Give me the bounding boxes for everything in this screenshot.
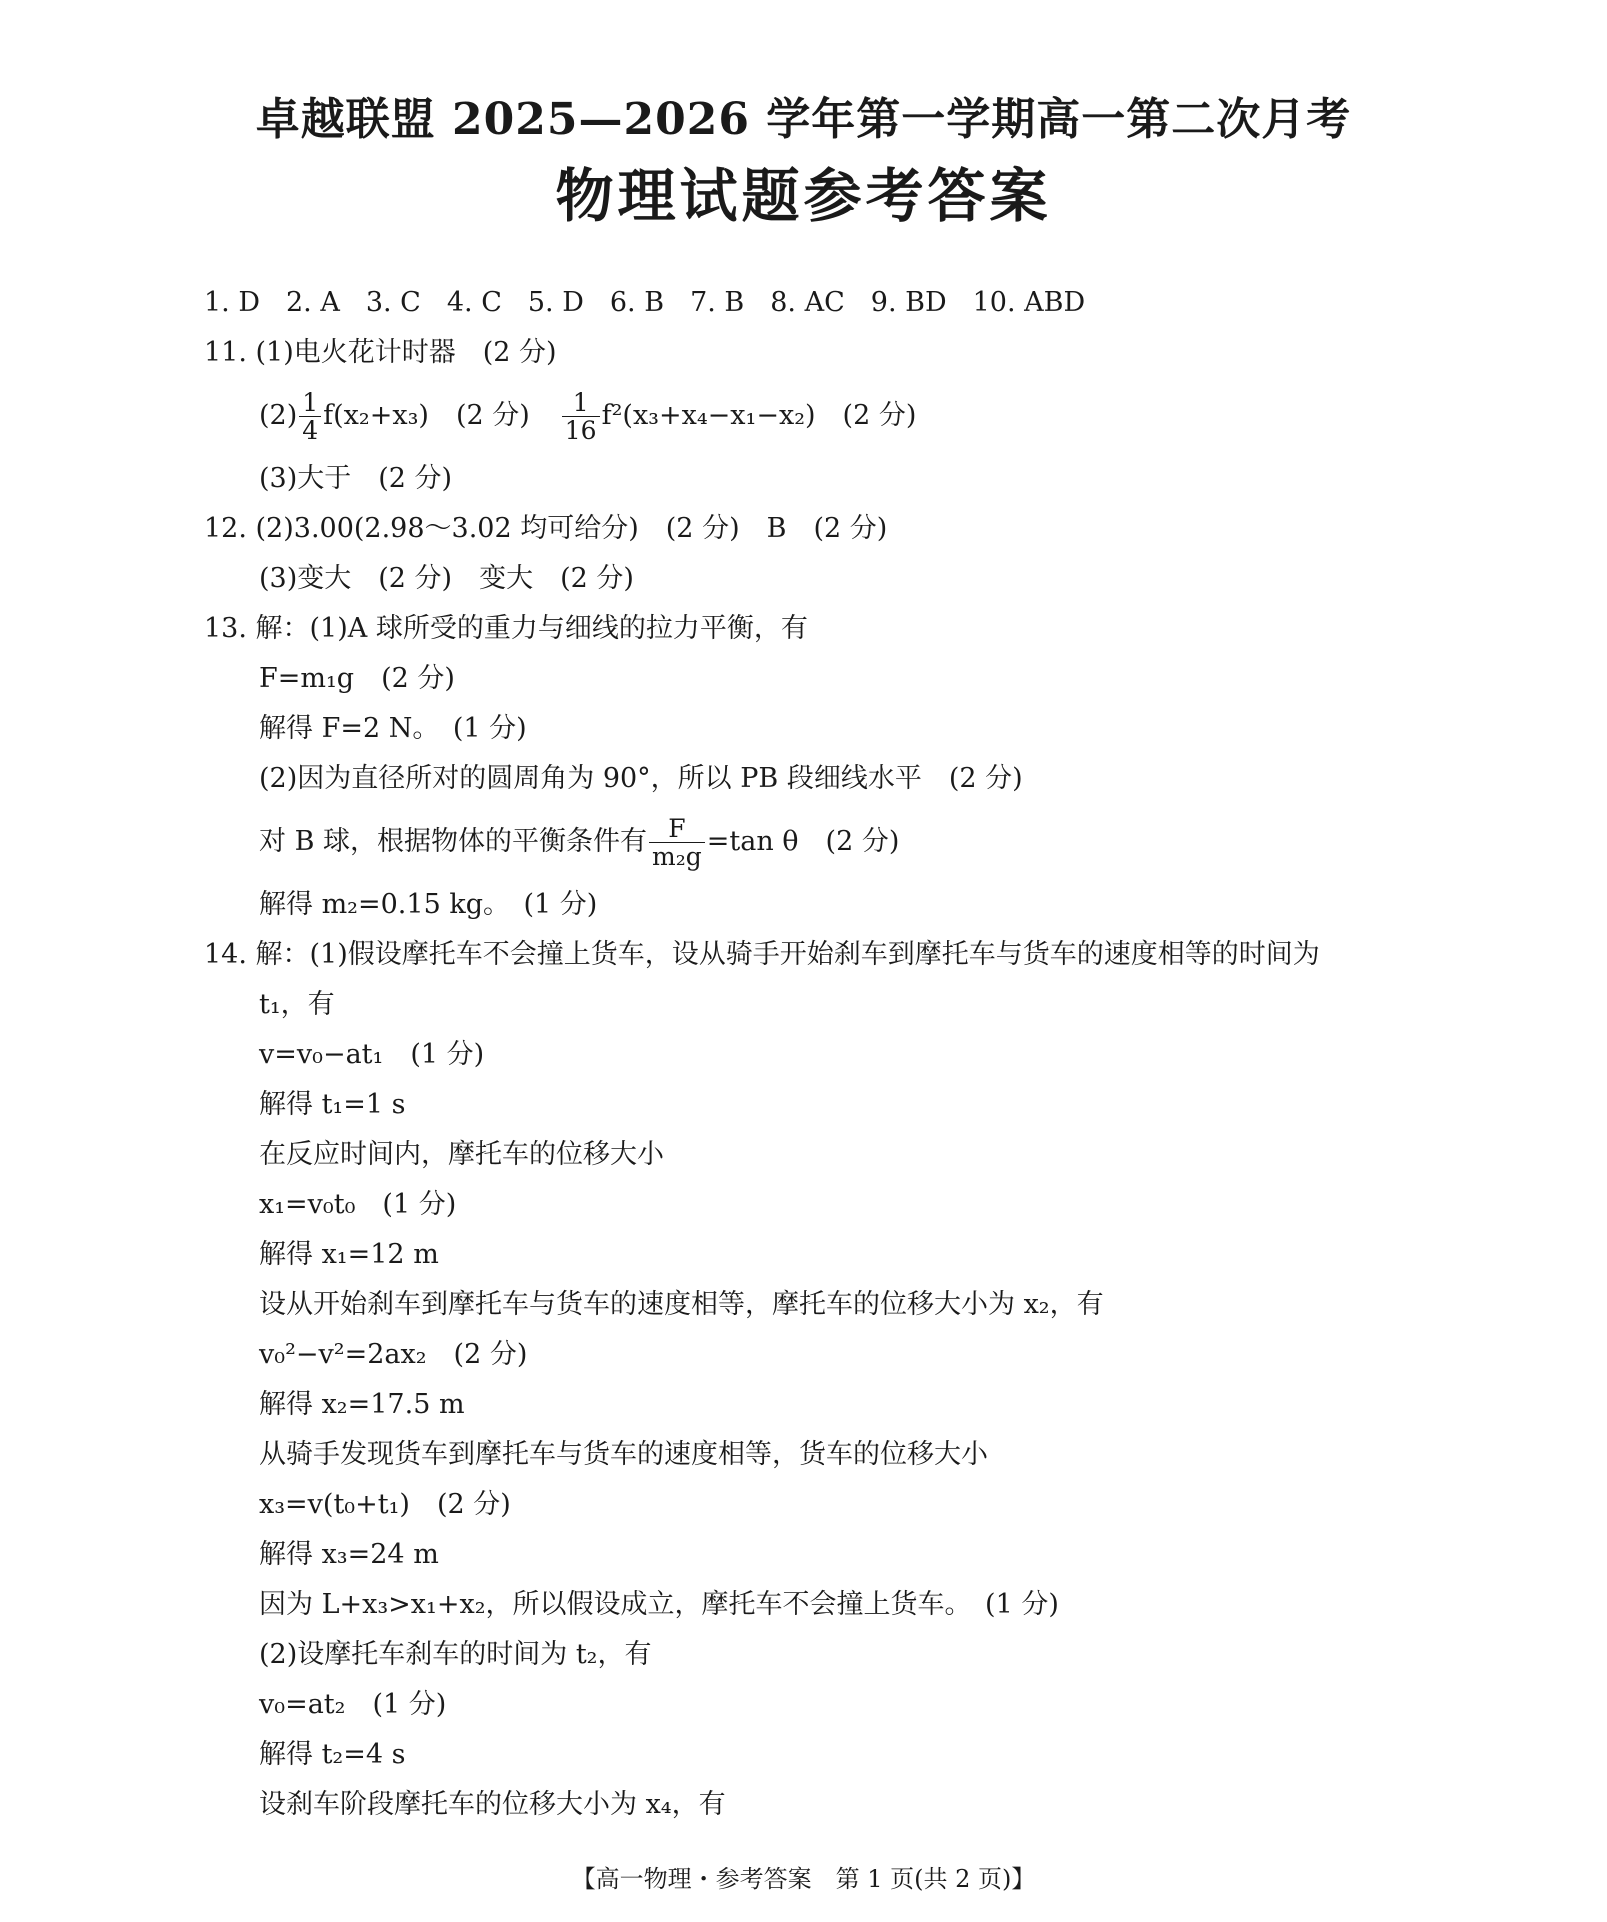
q12-line-2: (3)变大 (2 分) 变大 (2 分) bbox=[259, 563, 634, 594]
q13-line-1: 13. 解：(1)A 球所受的重力与细线的拉力平衡，有 bbox=[204, 613, 808, 644]
mc-answer: 5. D bbox=[527, 287, 584, 318]
multiple-choice-answers bbox=[204, 278, 1412, 328]
fraction-denominator: 4 bbox=[302, 416, 319, 445]
mc-answer: 6. B bbox=[609, 287, 665, 318]
q14-line: x₃=v(t₀+t₁) (2 分) bbox=[259, 1489, 511, 1520]
q14-line: (2)设摩托车刹车的时间为 t₂，有 bbox=[259, 1639, 652, 1670]
mc-answer: 7. B bbox=[690, 287, 745, 318]
mc-answer: 10. ABD bbox=[972, 287, 1086, 318]
q11-formula-acceleration: f²(x₃+x₄−x₁−x₂) (2 分) bbox=[601, 400, 917, 431]
mc-answer: 8. AC bbox=[770, 287, 845, 318]
q14-line: 解得 t₁=1 s bbox=[259, 1089, 406, 1120]
fraction-one-sixteenth bbox=[562, 389, 600, 445]
fraction-denominator: m₂g bbox=[652, 842, 702, 871]
q14-line: 解得 x₂=17.5 m bbox=[259, 1389, 465, 1420]
q12-line-1: 12. (2)3.00(2.98～3.02 均可给分) (2 分) B (2 分) bbox=[204, 513, 888, 544]
fraction-force-ratio bbox=[649, 815, 705, 871]
q13-line-4: (2)因为直径所对的圆周角为 90°，所以 PB 段细线水平 (2 分) bbox=[259, 763, 1023, 794]
mc-answer: 3. C bbox=[365, 287, 421, 318]
q13-line-3: 解得 F=2 N。 (1 分) bbox=[259, 713, 527, 744]
q13-line-2: F=m₁g (2 分) bbox=[259, 663, 455, 694]
q14-line: 设从开始刹车到摩托车与货车的速度相等，摩托车的位移大小为 x₂，有 bbox=[259, 1289, 1104, 1320]
fraction-numerator: 1 bbox=[299, 389, 321, 418]
exam-title: 卓越联盟 2025—2026 学年第一学期高一第二次月考 bbox=[255, 94, 1352, 145]
q13-condition-text: 对 B 球，根据物体的平衡条件有 bbox=[259, 826, 648, 857]
q11-line-3: (3)大于 (2 分) bbox=[259, 463, 453, 494]
q11-formula-speed: f(x₂+x₃) (2 分) bbox=[323, 400, 530, 431]
mc-answer: 2. A bbox=[286, 287, 340, 318]
q14-line: v₀=at₂ (1 分) bbox=[259, 1689, 447, 1720]
q14-line: 设刹车阶段摩托车的位移大小为 x₄，有 bbox=[259, 1789, 726, 1820]
mc-answer: 4. C bbox=[446, 287, 502, 318]
q14-line-1: 14. 解：(1)假设摩托车不会撞上货车，设从骑手开始刹车到摩托车与货车的速度相等的时间为 bbox=[204, 939, 1320, 970]
q14-line: v=v₀−at₁ (1 分) bbox=[259, 1039, 485, 1070]
q14-line: x₁=v₀t₀ (1 分) bbox=[259, 1189, 457, 1220]
q14-line: 因为 L+x₃>x₁+x₂，所以假设成立，摩托车不会撞上货车。 (1 分) bbox=[259, 1589, 1059, 1620]
q14-line: 从骑手发现货车到摩托车与货车的速度相等，货车的位移大小 bbox=[259, 1439, 988, 1470]
fraction-denominator: 16 bbox=[564, 416, 597, 445]
mc-answer: 1. D bbox=[204, 287, 260, 318]
q14-line: v₀²−v²=2ax₂ (2 分) bbox=[259, 1339, 528, 1370]
q11-line-2 bbox=[212, 378, 1412, 454]
fraction-numerator: 1 bbox=[562, 389, 600, 418]
mc-answer: 9. BD bbox=[870, 287, 947, 318]
q14-line: 在反应时间内，摩托车的位移大小 bbox=[259, 1139, 664, 1170]
document-subtitle: 物理试题参考答案 bbox=[555, 162, 1052, 230]
answer-content bbox=[204, 278, 1412, 1830]
fraction-numerator: F bbox=[649, 815, 705, 844]
fraction-one-quarter bbox=[299, 389, 321, 445]
q14-line: 解得 x₃=24 m bbox=[259, 1539, 439, 1570]
page-footer: 【高一物理・参考答案 第 1 页(共 2 页)】 bbox=[571, 1865, 1036, 1893]
q14-line: 解得 x₁=12 m bbox=[259, 1239, 439, 1270]
q14-line: 解得 t₂=4 s bbox=[259, 1739, 406, 1770]
q13-tan-expression: =tan θ (2 分) bbox=[706, 826, 900, 857]
q11-line-1: 11. (1)电火花计时器 (2 分) bbox=[204, 337, 557, 368]
q13-line-5 bbox=[212, 804, 1412, 880]
q11-part-label: (2) bbox=[259, 400, 298, 431]
q13-line-6: 解得 m₂=0.15 kg。 (1 分) bbox=[259, 889, 598, 920]
q14-line: t₁，有 bbox=[259, 989, 335, 1020]
